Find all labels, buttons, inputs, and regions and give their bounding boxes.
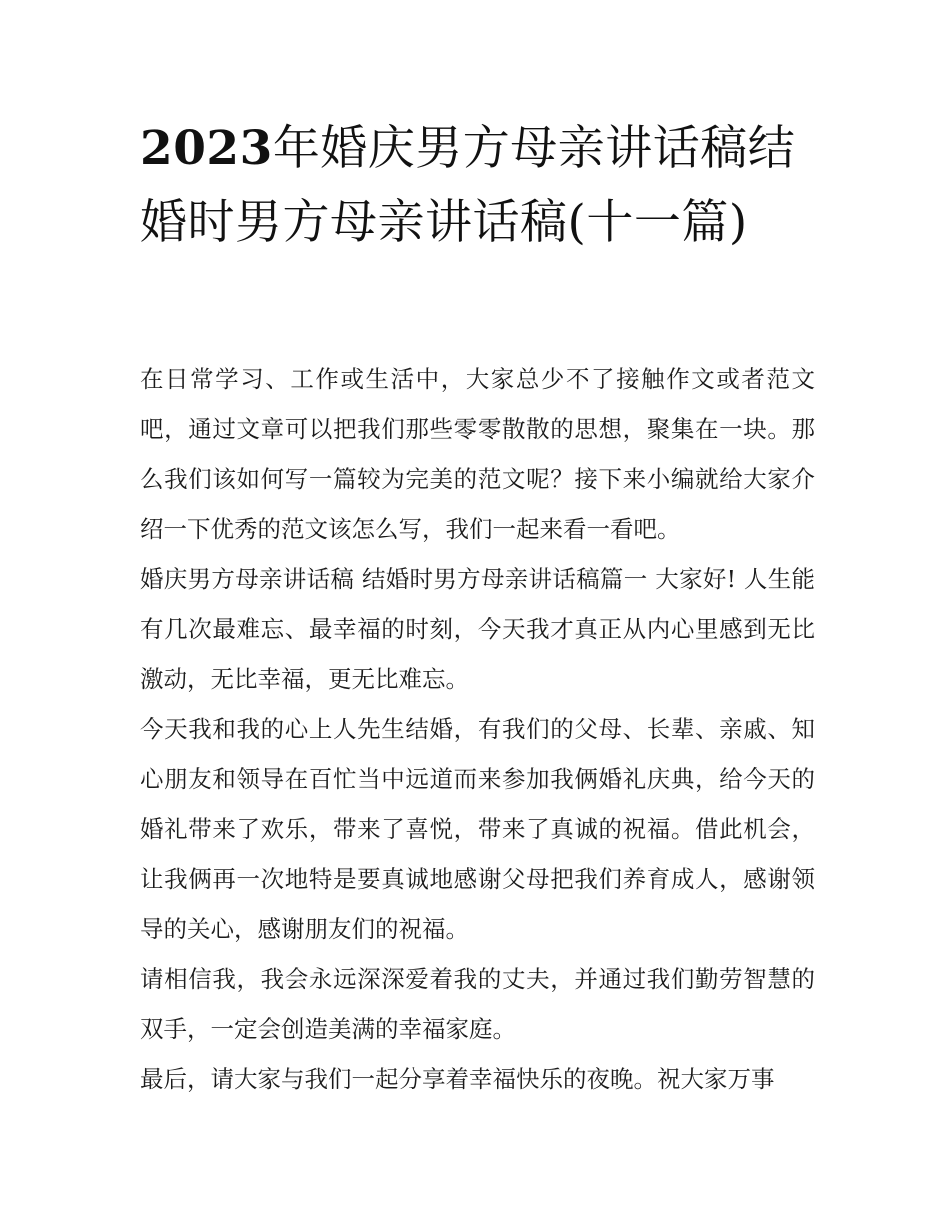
paragraph-intro: 在日常学习、工作或生活中，大家总少不了接触作文或者范文吧，通过文章可以把我们那些零零散散的思想，聚集在一块。那么我们该如何写一篇较为完美的范文呢？接下来小编就给大家介绍一下优秀的范文该怎么写，我们一起来看一看吧。 (140, 365, 815, 543)
paragraph-closing: 最后，请大家与我们一起分享着幸福快乐的夜晚。祝大家万事 (140, 1065, 775, 1093)
title-year: 2023 (140, 121, 273, 176)
paragraph-greeting: 婚庆男方母亲讲话稿 结婚时男方母亲讲话稿篇一 大家好! 人生能有几次最难忘、最幸福的时刻，今天我才真正从内心里感到无比激动，无比幸福，更无比难忘。 (140, 565, 815, 693)
document-body (140, 354, 815, 1104)
title-text: 年婚庆男方母亲讲话稿结婚时男方母亲讲话稿(十一篇) (140, 121, 796, 250)
document-title (140, 112, 820, 260)
paragraph-thanks: 今天我和我的心上人先生结婚，有我们的父母、长辈、亲戚、知心朋友和领导在百忙当中远道而来参加我俩婚礼庆典，给今天的婚礼带来了欢乐，带来了喜悦，带来了真诚的祝福。借此机会，让我俩再一次地特是要真诚地感谢父母把我们养育成人，感谢领导的关心，感谢朋友们的祝福。 (140, 715, 815, 943)
paragraph-promise: 请相信我，我会永远深深爱着我的丈夫，并通过我们勤劳智慧的双手，一定会创造美满的幸福家庭。 (140, 965, 815, 1043)
